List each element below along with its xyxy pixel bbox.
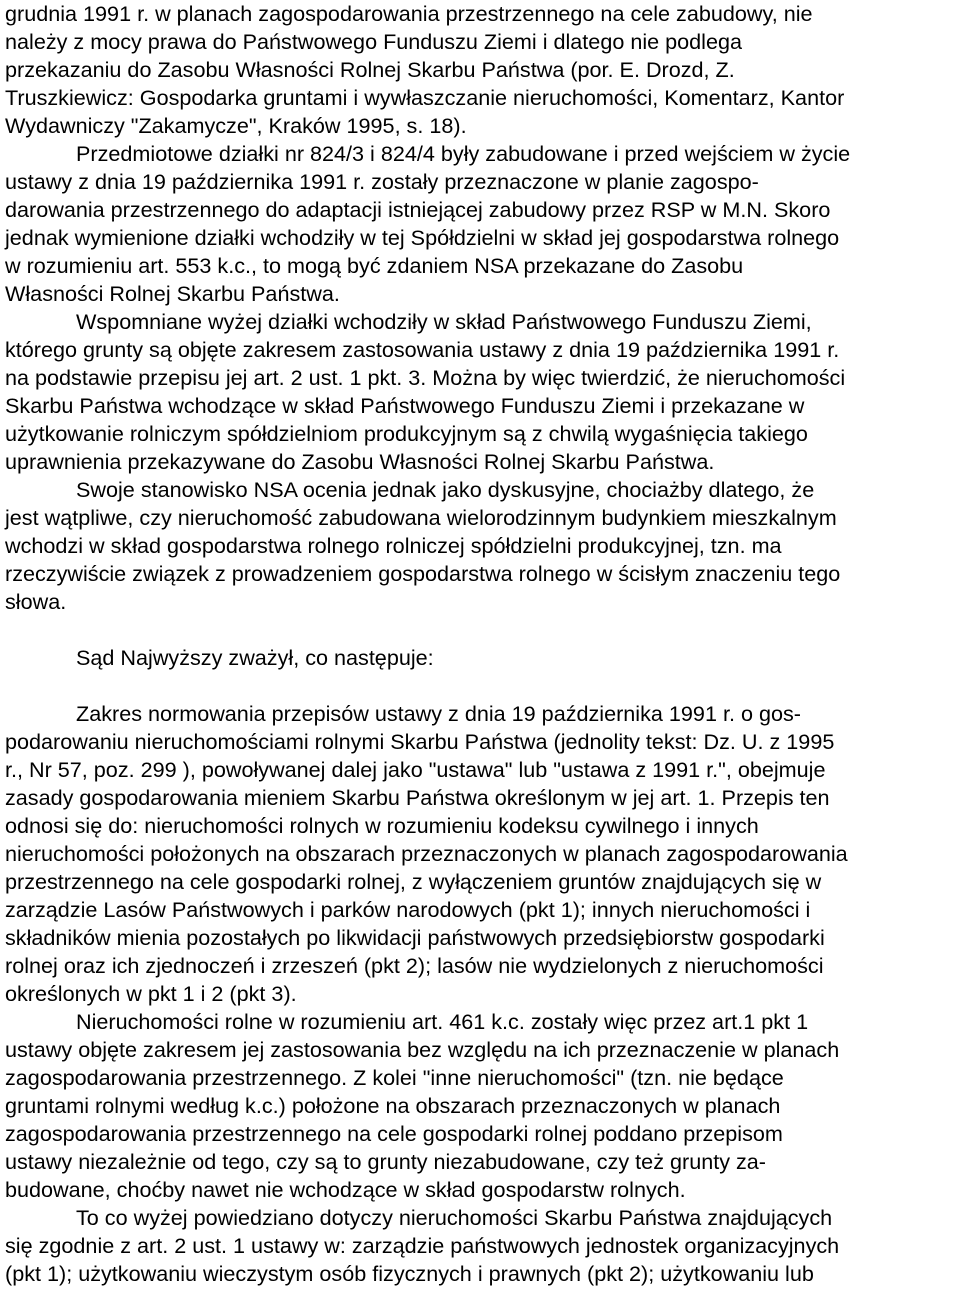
- text-line: podarowaniu nieruchomościami rolnymi Skarbu Państwa (jednolity tekst: Dz. U. z 1995: [5, 729, 835, 754]
- text-line: (pkt 1); użytkowaniu wieczystym osób fizycznych i prawnych (pkt 2); użytkowaniu lub: [5, 1261, 814, 1286]
- text-line: przekazaniu do Zasobu Własności Rolnej Skarbu Państwa (por. E. Drozd, Z.: [5, 57, 735, 82]
- text-line: wchodzi w skład gospodarstwa rolnego rolniczej spółdzielni produkcyjnej, tzn. ma: [5, 533, 782, 558]
- text-line: rzeczywiście związek z prowadzeniem gospodarstwa rolnego w ścisłym znaczeniu tego: [5, 561, 841, 586]
- text-line: jest wątpliwe, czy nieruchomość zabudowana wielorodzinnym budynkiem mieszkalnym: [5, 505, 837, 530]
- text-line: się zgodnie z art. 2 ust. 1 ustawy w: zarządzie państwowych jednostek organizacyjnych: [5, 1233, 840, 1258]
- text-line: określonych w pkt 1 i 2 (pkt 3).: [5, 981, 297, 1006]
- text-line: odnosi się do: nieruchomości rolnych w rozumieniu kodeksu cywilnego i innych: [5, 813, 759, 838]
- text-line: Wydawniczy "Zakamycze", Kraków 1995, s. 18).: [5, 113, 467, 138]
- text-line: Skarbu Państwa wchodzące w skład Państwowego Funduszu Ziemi i przekazane w: [5, 393, 805, 418]
- text-line: darowania przestrzennego do adaptacji istniejącej zabudowy przez RSP w M.N. Skoro: [5, 197, 831, 222]
- text-line: którego grunty są objęte zakresem zastosowania ustawy z dnia 19 października 1991 r.: [5, 337, 840, 362]
- paragraph-first-line: Przedmiotowe działki nr 824/3 i 824/4 były zabudowane i przed wejściem w życie: [76, 141, 851, 166]
- text-line: ustawy z dnia 19 października 1991 r. zostały przeznaczone w planie zagospo-: [5, 169, 759, 194]
- text-line: ustawy objęte zakresem jej zastosowania bez względu na ich przeznaczenie w planach: [5, 1037, 840, 1062]
- text-line: Własności Rolnej Skarbu Państwa.: [5, 281, 340, 306]
- text-line: Truszkiewicz: Gospodarka gruntami i wywłaszczanie nieruchomości, Komentarz, Kantor: [5, 85, 845, 110]
- paragraph-first-line: Swoje stanowisko NSA ocenia jednak jako dyskusyjne, chociażby dlatego, że: [76, 477, 815, 502]
- text-line: zarządzie Lasów Państwowych i parków narodowych (pkt 1); innych nieruchomości i: [5, 897, 811, 922]
- text-line: budowane, choćby nawet nie wchodzące w skład gospodarstw rolnych.: [5, 1177, 686, 1202]
- text-line: użytkowanie rolniczym spółdzielniom produkcyjnym są z chwilą wygaśnięcia takiego: [5, 421, 808, 446]
- text-line: składników mienia pozostałych po likwidacji państwowych przedsiębiorstw gospodarki: [5, 925, 825, 950]
- paragraph-first-line: Zakres normowania przepisów ustawy z dnia 19 października 1991 r. o gos-: [76, 701, 801, 726]
- paragraph-first-line: Wspomniane wyżej działki wchodziły w skład Państwowego Funduszu Ziemi,: [76, 309, 812, 334]
- text-line: uprawnienia przekazywane do Zasobu Własności Rolnej Skarbu Państwa.: [5, 449, 715, 474]
- text-line: gruntami rolnymi według k.c.) położone na obszarach przeznaczonych w planach: [5, 1093, 781, 1118]
- text-line: przestrzennego na cele gospodarki rolnej, z wyłączeniem gruntów znajdujących się w: [5, 869, 822, 894]
- text-line: na podstawie przepisu jej art. 2 ust. 1 pkt. 3. Można by więc twierdzić, że nieruchomości: [5, 365, 846, 390]
- text-line: zagospodarowania przestrzennego. Z kolei "inne nieruchomości" (tzn. nie będące: [5, 1065, 784, 1090]
- text-line: należy z mocy prawa do Państwowego Funduszu Ziemi i dlatego nie podlega: [5, 29, 743, 54]
- text-line: nieruchomości położonych na obszarach przeznaczonych w planach zagospodarowania: [5, 841, 848, 866]
- text-line: grudnia 1991 r. w planach zagospodarowania przestrzennego na cele zabudowy, nie: [5, 1, 813, 26]
- text-line: słowa.: [5, 589, 67, 614]
- text-line: w rozumieniu art. 553 k.c., to mogą być zdaniem NSA przekazane do Zasobu: [5, 253, 744, 278]
- text-line: rolnej oraz ich zjednoczeń i zrzeszeń (pkt 2); lasów nie wydzielonych z nieruchomości: [5, 953, 824, 978]
- text-line: jednak wymienione działki wchodziły w tej Spółdzielni w skład jej gospodarstwa rolnego: [5, 225, 840, 250]
- text-line: zagospodarowania przestrzennego na cele gospodarki rolnej poddano przepisom: [5, 1121, 783, 1146]
- section-heading: Sąd Najwyższy zważył, co następuje:: [76, 645, 434, 670]
- text-line: r., Nr 57, poz. 299 ), powoływanej dalej jako "ustawa" lub "ustawa z 1991 r.", obejmuje: [5, 757, 826, 782]
- text-line: ustawy niezależnie od tego, czy są to grunty niezabudowane, czy też grunty za-: [5, 1149, 767, 1174]
- paragraph-first-line: To co wyżej powiedziano dotyczy nieruchomości Skarbu Państwa znajdujących: [76, 1205, 833, 1230]
- text-line: zasady gospodarowania mieniem Skarbu Państwa określonym w jej art. 1. Przepis ten: [5, 785, 830, 810]
- paragraph-first-line: Nieruchomości rolne w rozumieniu art. 461 k.c. zostały więc przez art.1 pkt 1: [76, 1009, 809, 1034]
